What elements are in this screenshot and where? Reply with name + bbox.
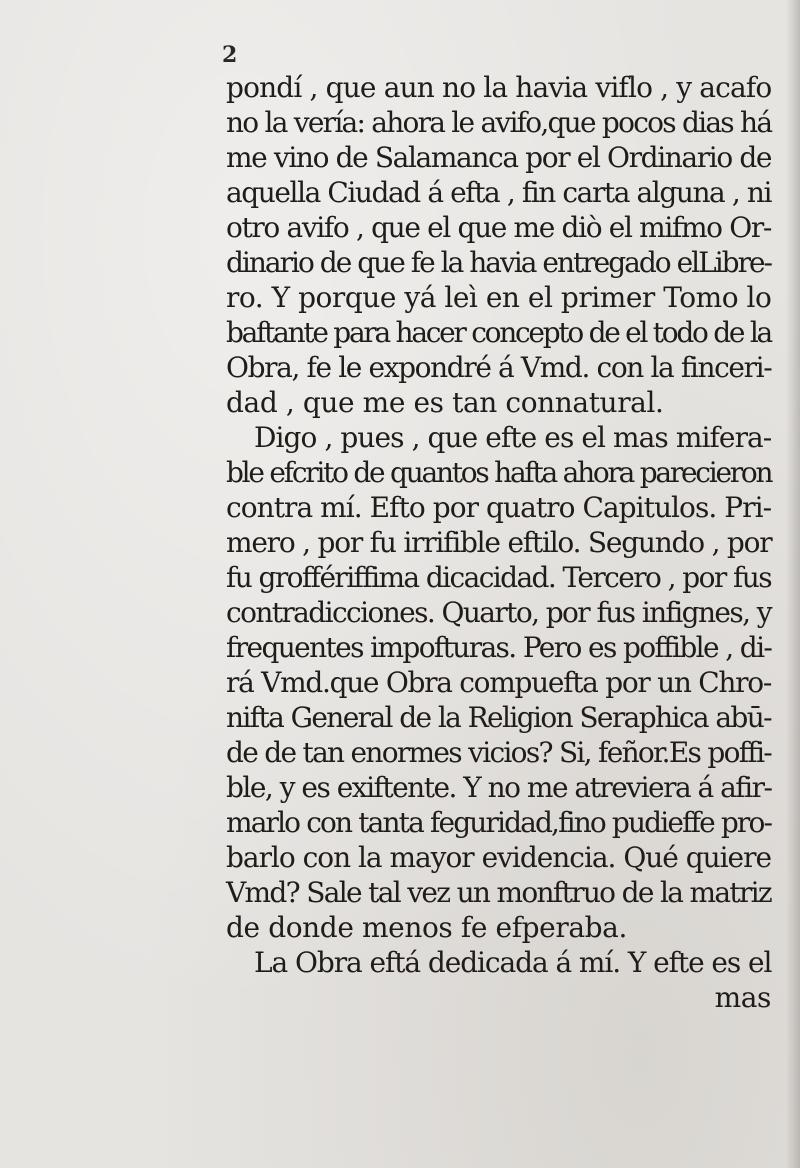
- text-line: dinario de que fe la havia entregado elLibre-: [226, 246, 771, 279]
- text-line: dad , que me es tan connatural.: [226, 386, 664, 419]
- text-line: Vmd? Sale tal vez un monftruo de la matriz: [226, 876, 771, 909]
- page-edge-shadow: [786, 0, 800, 1168]
- text-line: barlo con la mayor evidencia. Qué quiere: [226, 841, 771, 874]
- catchword: mas: [714, 981, 771, 1014]
- text-line: otro avifo , que el que me diò el mifmo Or-: [226, 211, 771, 244]
- text-line: marlo con tanta feguridad,fino pudieffe pro-: [226, 806, 772, 839]
- text-line: contradicciones. Quarto, por fus infignes, y: [226, 596, 771, 629]
- text-line: de donde menos fe efperaba.: [226, 911, 627, 944]
- text-line: rá Vmd.que Obra compuefta por un Chro-: [226, 666, 771, 699]
- text-line: me vino de Salamanca por el Ordinario de: [226, 141, 772, 174]
- text-line: aquella Ciudad á efta , fin carta alguna , ni: [226, 176, 771, 209]
- text-line: nifta General de la Religion Seraphica abū-: [226, 701, 771, 734]
- text-line: no la vería: ahora le avifo,que pocos dias há: [226, 106, 772, 139]
- text-line: ble, y es exiftente. Y no me atreviera á afir-: [226, 771, 772, 804]
- text-line: frequentes impofturas. Pero es poffible , di-: [226, 631, 772, 664]
- text-line: fu groffériffima dicacidad. Tercero , por fus: [226, 561, 771, 594]
- text-line: Digo , pues , que efte es el mas mifera-: [254, 421, 772, 454]
- text-line: mero , por fu irrifible eftilo. Segundo , por: [226, 526, 772, 559]
- text-line: La Obra eftá dedicada á mí. Y efte es el: [254, 946, 772, 979]
- page-number: 2: [222, 42, 238, 68]
- text-line: baftante para hacer concepto de el todo de la: [226, 316, 771, 349]
- body-text: [226, 70, 771, 1015]
- text-line: Obra, fe le expondré á Vmd. con la finceri-: [226, 351, 772, 384]
- text-line: pondí , que aun no la havia viflo , y acafo: [226, 71, 772, 104]
- text-line: ble efcrito de quantos hafta ahora parecieron: [226, 456, 772, 489]
- text-line: ro. Y porque yá leì en el primer Tomo lo: [226, 281, 772, 314]
- text-line: contra mí. Efto por quatro Capitulos. Pri-: [226, 491, 772, 524]
- text-line: de de tan enormes vicios? Si, feñor.Es poffi-: [226, 736, 772, 769]
